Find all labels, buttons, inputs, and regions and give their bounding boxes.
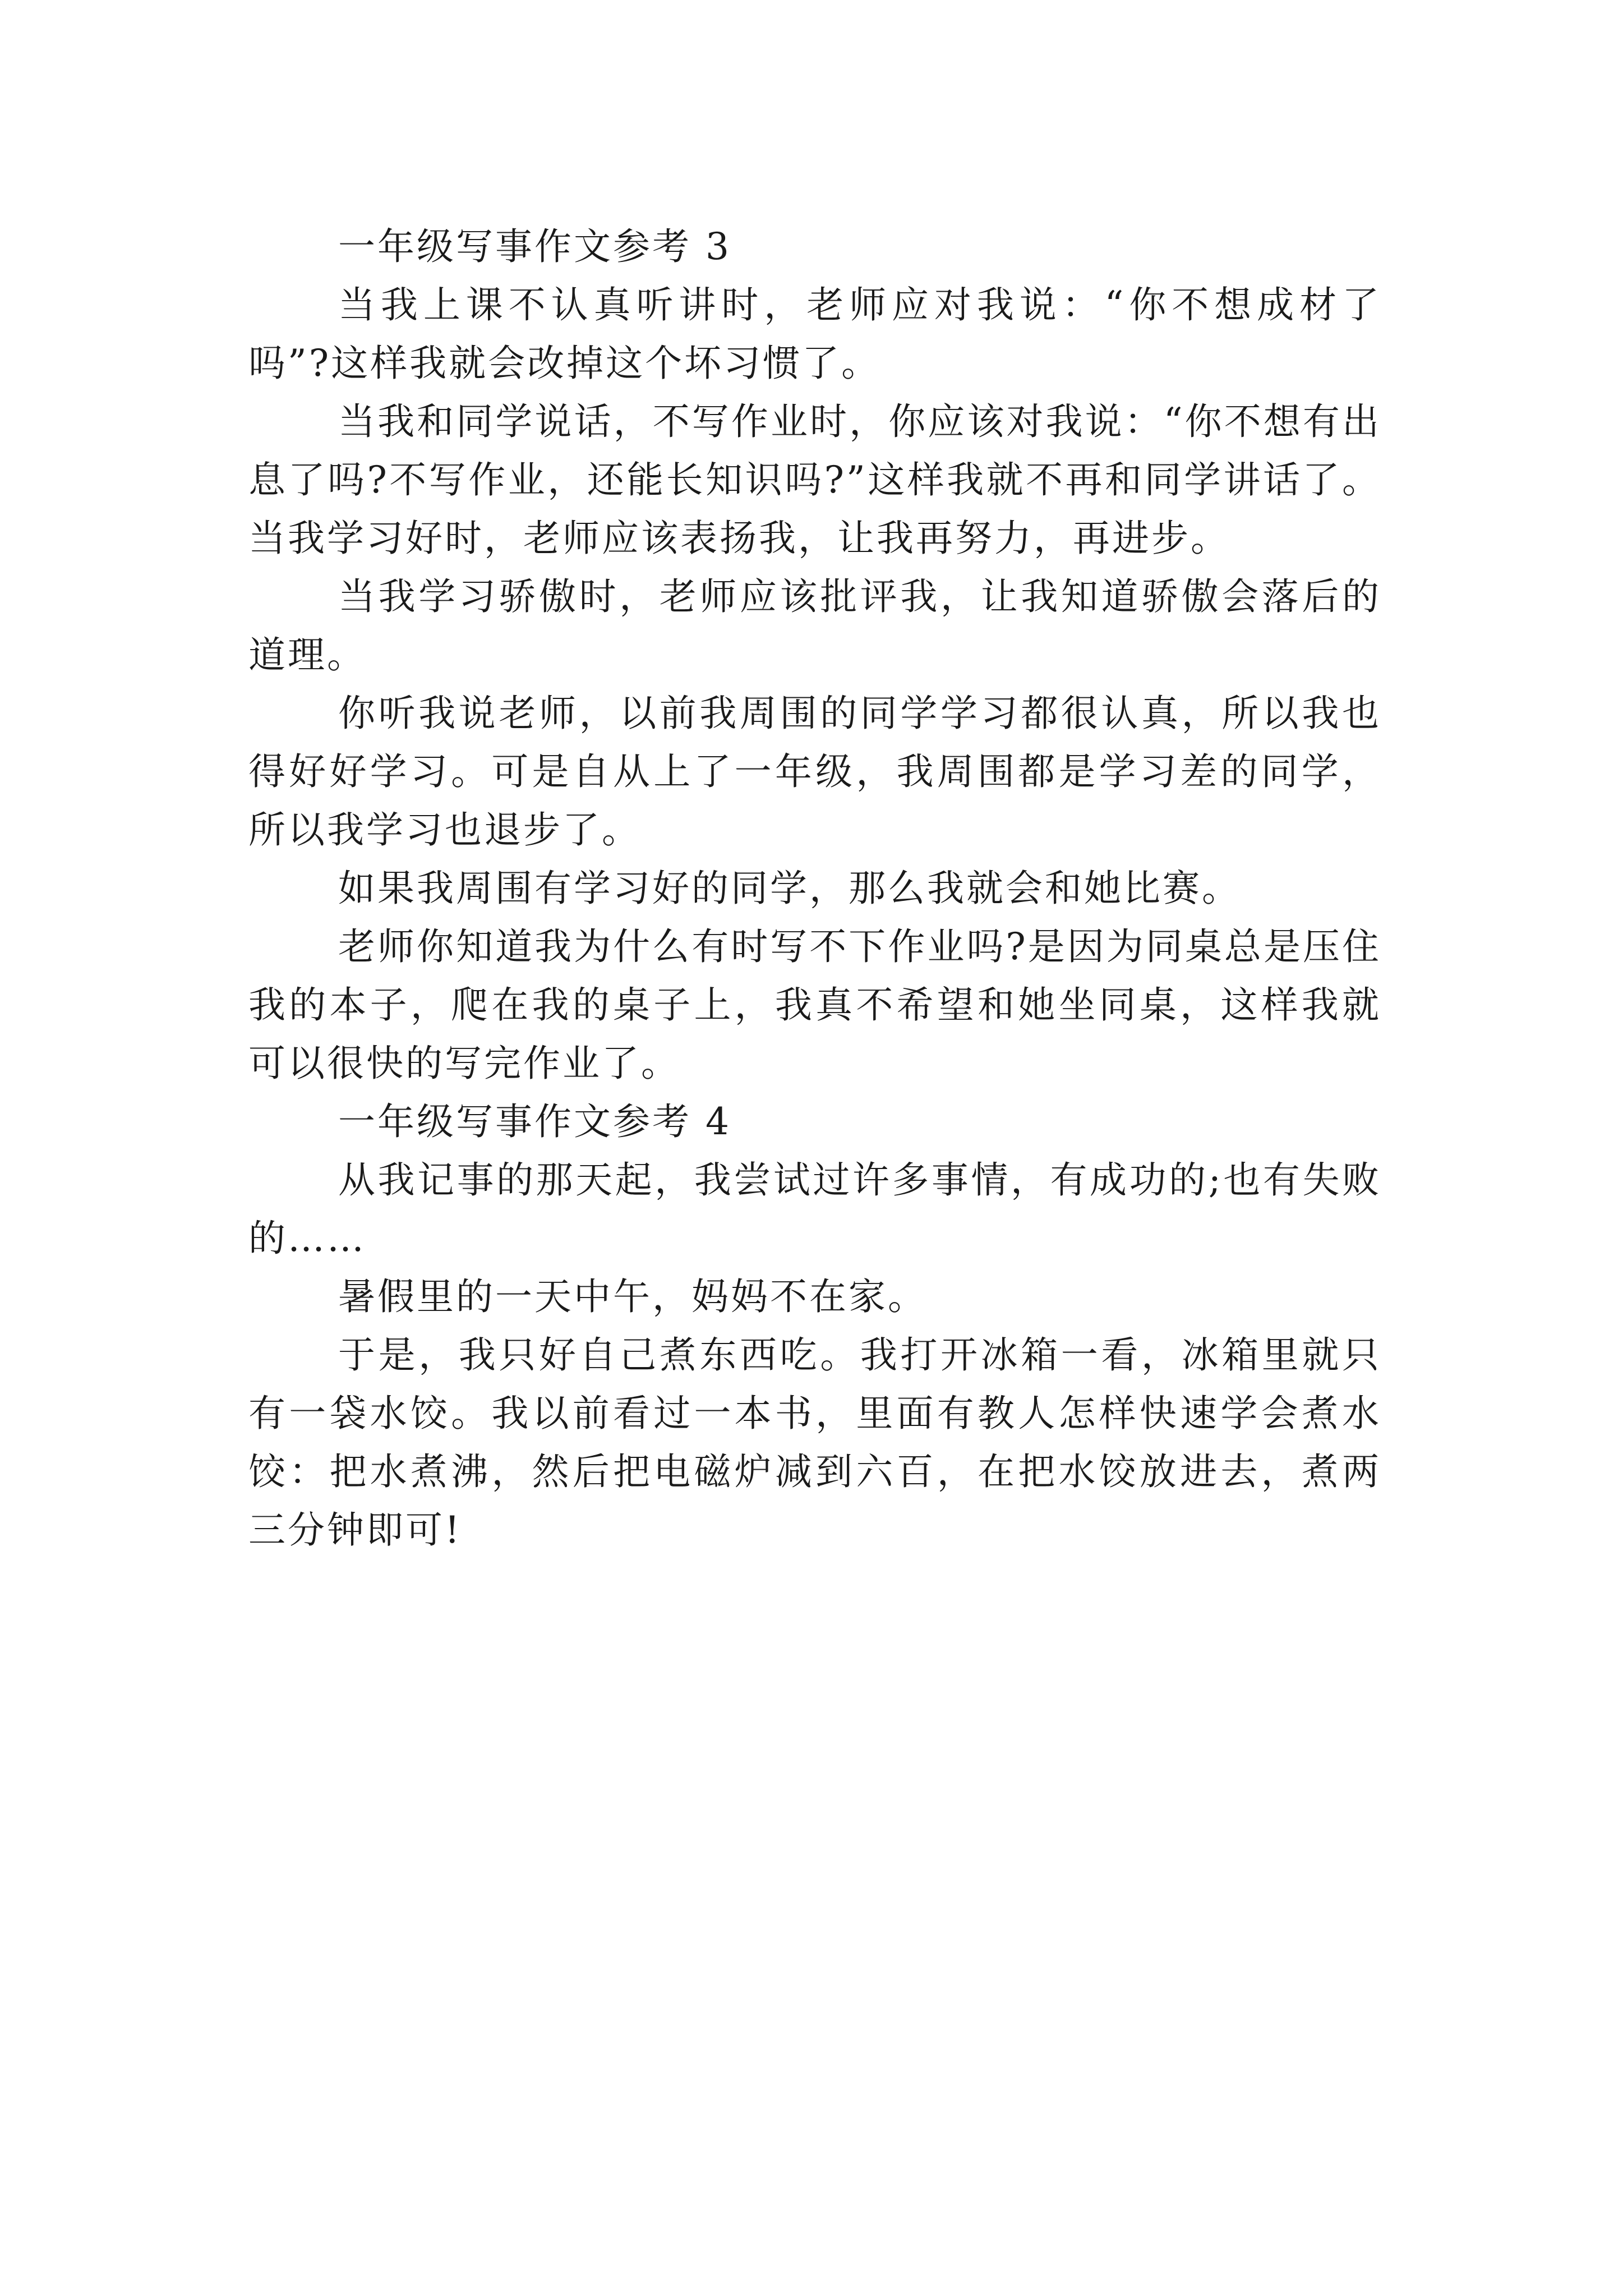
paragraph: 于是，我只好自己煮东西吃。我打开冰箱一看，冰箱里就只有一袋水饺。我以前看过一本书，里面有教人怎样快速学会煮水饺：把水煮沸，然后把电磁炉减到六百，在把水饺放进去，煮两三分钟即可! — [248, 1333, 1381, 1552]
paragraph: 老师你知道我为什么有时写不下作业吗?是因为同桌总是压住我的本子，爬在我的桌子上，我真不希望和她坐同桌，这样我就可以很快的写完作业了。 — [248, 925, 1381, 1085]
essay-heading-3: 一年级写事作文参考 3 — [338, 225, 731, 268]
paragraph: 当我上课不认真听讲时，老师应对我说：“你不想成材了吗”?这样我就会改掉这个坏习惯了。 — [248, 283, 1381, 385]
essay-heading-4: 一年级写事作文参考 4 — [338, 1100, 731, 1143]
document-body — [248, 218, 1381, 1559]
paragraph: 你听我说老师，以前我周围的同学学习都很认真，所以我也得好好学习。可是自从上了一年级，我周围都是学习差的同学，所以我学习也退步了。 — [248, 692, 1381, 852]
paragraph: 暑假里的一天中午，妈妈不在家。 — [338, 1275, 927, 1318]
paragraph: 当我学习骄傲时，老师应该批评我，让我知道骄傲会落后的道理。 — [248, 575, 1381, 677]
paragraph: 从我记事的那天起，我尝试过许多事情，有成功的;也有失败的…… — [248, 1158, 1381, 1260]
paragraph: 如果我周围有学习好的同学，那么我就会和她比赛。 — [338, 867, 1241, 910]
paragraph: 当我和同学说话，不写作业时，你应该对我说：“你不想有出息了吗?不写作业，还能长知识吗?”这样我就不再和同学讲话了。当我学习好时，老师应该表扬我，让我再努力，再进步。 — [248, 400, 1381, 560]
